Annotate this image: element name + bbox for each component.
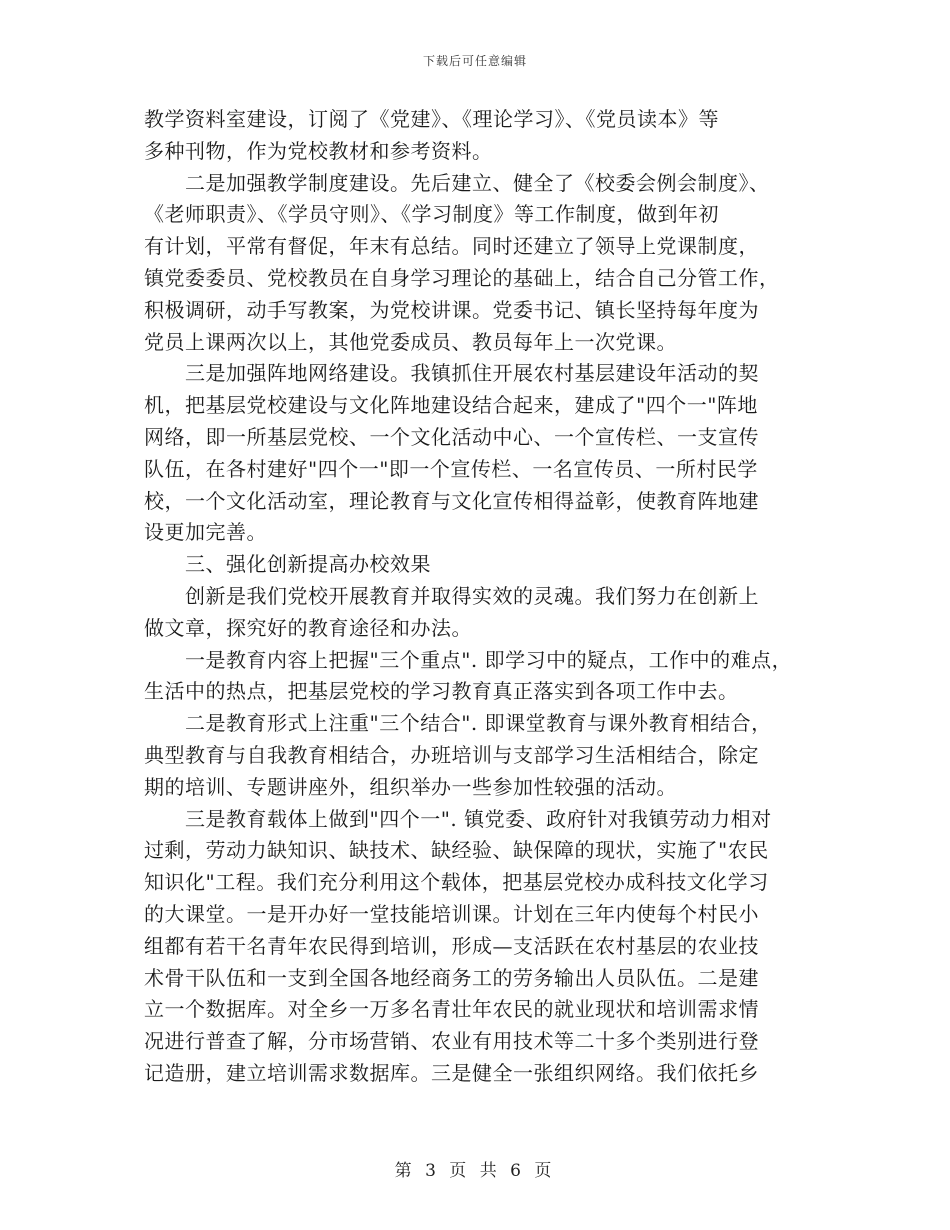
text-line: 组都有若干名青年农民得到培训，形成—支活跃在农村基层的农业技 [144,933,759,958]
text-line: 做文章，探究好的教育途径和办法。 [144,615,472,640]
text-line: 典型教育与自我教育相结合，办班培训与支部学习生活相结合，除定 [144,742,759,767]
text-line: 三、强化创新提高办校效果 [185,552,431,577]
text-line: 三是教育载体上做到"四个一". 镇党委、政府针对我镇劳动力相对 [185,806,772,831]
text-line: 创新是我们党校开展教育并取得实效的灵魂。我们努力在创新上 [185,583,759,608]
text-line: 二是教育形式上注重"三个结合". 即课堂教育与课外教育相结合， [185,711,772,736]
text-line: 况进行普查了解，分市场营销、农业有用技术等二十多个类别进行登 [144,1029,759,1054]
text-line: 设更加完善。 [144,520,267,545]
text-line: 队伍，在各村建好"四个一"即一个宣传栏、一名宣传员、一所村民学 [144,456,758,481]
page-footer: 第 3 页 共 6 页 [394,1161,556,1181]
text-line: 术骨干队伍和一支到全国各地经商务工的劳务输出人员队伍。二是建 [144,965,759,990]
text-line: 教学资料室建设，订阅了《党建》、《理论学习》、《党员读本》等 [144,107,719,131]
text-line: 生活中的热点，把基层党校的学习教育真正落实到各项工作中去。 [144,679,739,704]
text-line: 党员上课两次以上，其他党委成员、教员每年上一次党课。 [144,329,677,354]
text-line: 积极调研，动手写教案，为党校讲课。党委书记、镇长坚持每年度为 [144,297,759,322]
text-line: 三是加强阵地网络建设。我镇抓住开展农村基层建设年活动的契 [185,361,759,386]
text-line: 网络，即一所基层党校、一个文化活动中心、一个宣传栏、一支宣传 [144,424,759,449]
text-line: 镇党委委员、党校教员在自身学习理论的基础上，结合自己分管工作， [144,265,780,290]
page-header: 下载后可任意编辑 [422,54,527,68]
text-line: 《老师职责》、《学员守则》、《学习制度》等工作制度，做到年初 [144,202,719,227]
text-line: 立一个数据库。对全乡一万多名青壮年农民的就业现状和培训需求情 [144,997,759,1022]
text-line: 期的培训、专题讲座外，组织举办一些参加性较强的活动。 [144,774,677,799]
text-line: 机，把基层党校建设与文化阵地建设结合起来，建成了"四个一"阵地 [144,393,758,418]
text-line: 二是加强教学制度建设。先后建立、健全了《校委会例会制度》、 [185,170,770,195]
text-line: 过剩，劳动力缺知识、缺技术、缺经验、缺保障的现状，实施了"农民 [144,838,769,863]
text-line: 校，一个文化活动室，理论教育与文化宣传相得益彰，使教育阵地建 [144,488,759,513]
text-line: 的大课堂。一是开办好一堂技能培训课。计划在三年内使每个村民小 [144,901,759,926]
text-line: 记造册，建立培训需求数据库。三是健全一张组织网络。我们依托乡 [144,1060,759,1085]
document-body [144,104,824,1090]
text-line: 知识化"工程。我们充分利用这个载体，把基层党校办成科技文化学习 [144,870,769,895]
text-line: 多种刊物，作为党校教材和参考资料。 [144,138,493,163]
text-line: 一是教育内容上把握"三个重点". 即学习中的疑点，工作中的难点， [185,647,793,672]
text-line: 有计划，平常有督促，年末有总结。同时还建立了领导上党课制度， [144,234,759,259]
